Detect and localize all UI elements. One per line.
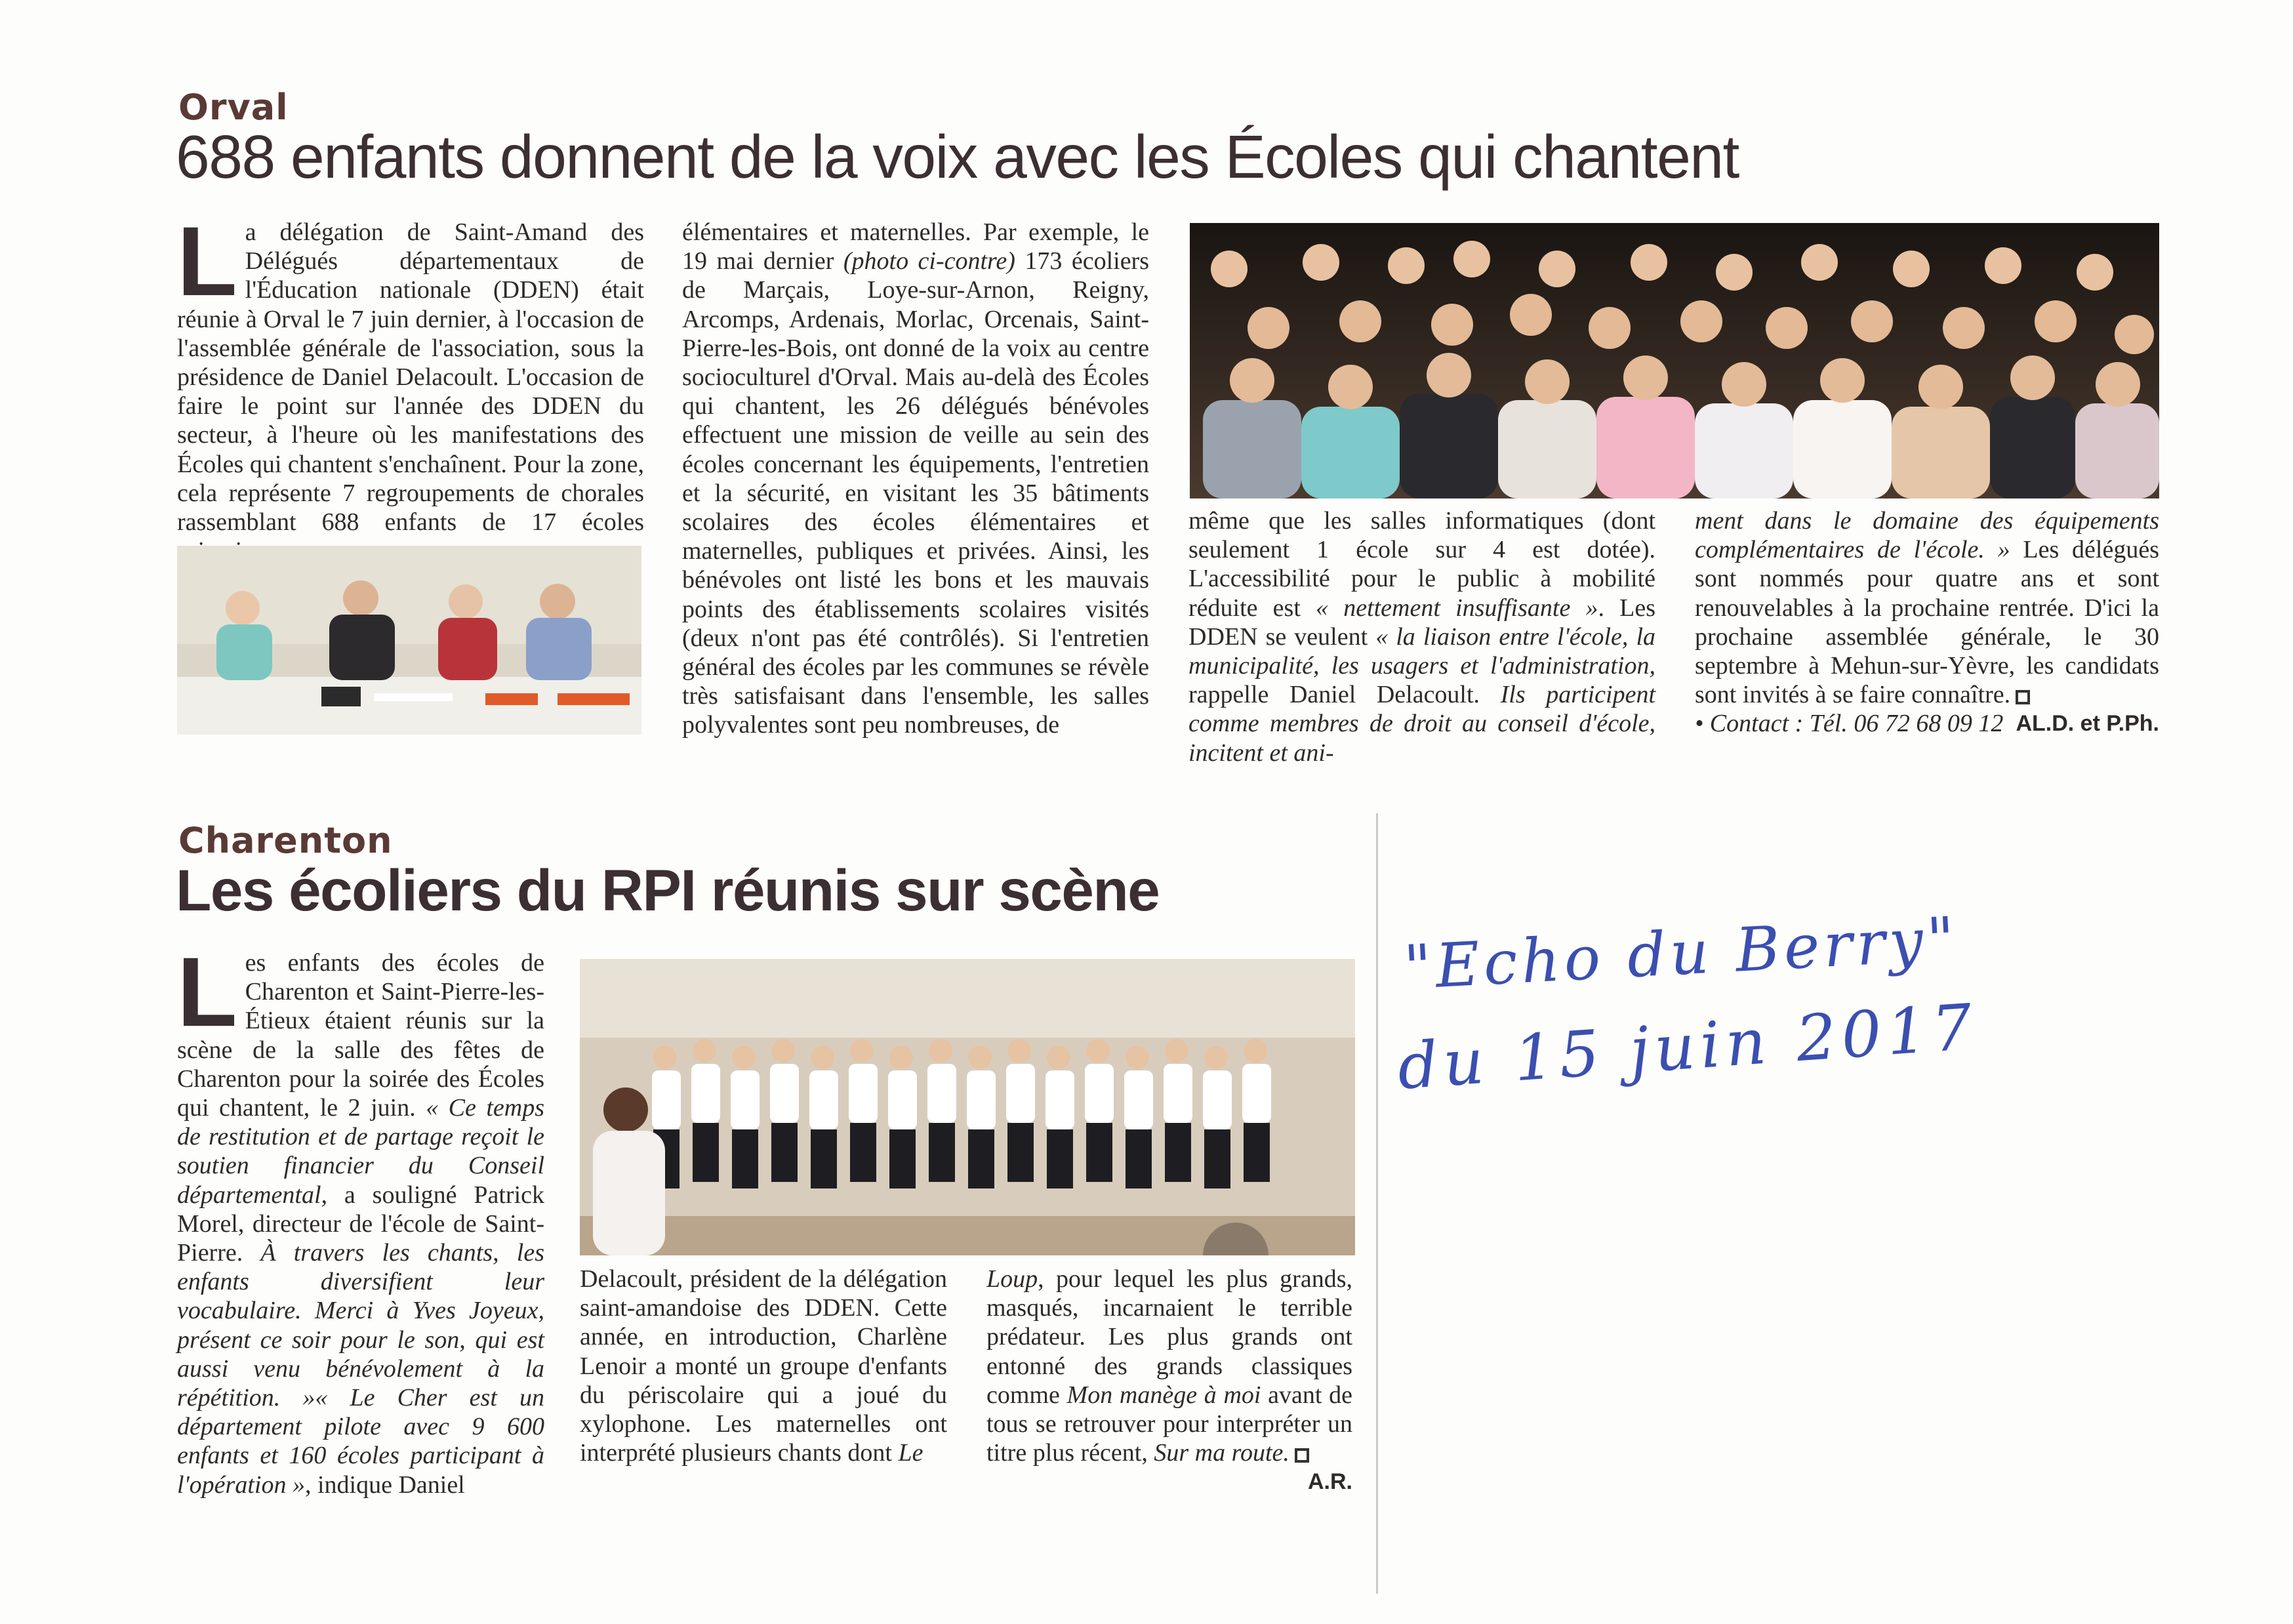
article1-column4 bbox=[1695, 506, 2159, 739]
article2-col3-text-a: , pour lequel les plus grands, masqués, incarnaient le terrible prédateur. Les plus grands ont entonné des grands classiques comme bbox=[986, 1265, 1352, 1409]
end-of-article2-icon bbox=[1295, 1448, 1309, 1463]
orval-choir-photo bbox=[1190, 223, 2159, 498]
article1-col1-text: a délégation de Saint-Amand des Délégués départementaux de l'Éducation nationale (DDEN) était réunie à Orval le 7 juin dernier, à l'occasion de l'assemblée générale de l'association, sous la présidence de Daniel Delacoult. L'occasion de faire le point sur l'année des DDEN du secteur, à l'heure où les manifestations des Écoles qui chantent s'enchaînent. Pour la zone, cela représente 7 regroupements de chorales rassemblant 688 enfants de 17 écoles bbox=[177, 218, 644, 537]
article2-headline: Les écoliers du RPI réunis sur scène bbox=[176, 857, 1160, 923]
article1-headline: 688 enfants donnent de la voix avec les Écoles qui chantent bbox=[176, 123, 1739, 191]
column-divider bbox=[1376, 813, 1378, 1594]
article2-col1-text-b: a souligné Patrick Morel, directeur de l'école de Saint-Pierre. bbox=[177, 1181, 544, 1267]
article2-dropcap: L bbox=[177, 937, 237, 1047]
article2-col1-text-c: , indique Daniel bbox=[304, 1471, 465, 1499]
article1-col3-text-a: même que les salles informatiques (dont seulement 1 école sur 4 est dotée). L'accessibilité pour le public à mobilité réduite est bbox=[1188, 507, 1655, 622]
handwritten-source-line1: "Echo du Berry" bbox=[1402, 903, 1960, 1004]
article1-col2-text-a: élémentaires et maternelles. Par exemple, le 19 mai dernier bbox=[682, 218, 1149, 275]
charenton-stage-photo bbox=[580, 959, 1355, 1255]
article2-col3-text-b: avant de tous se retrouver pour interpréter un titre plus récent, bbox=[986, 1381, 1352, 1467]
article1-column1 bbox=[177, 206, 644, 565]
article1-col3-quote3: Ils participent comme membres de droit au conseil d'école, incitent et ani- bbox=[1188, 681, 1655, 767]
article2-col3-ital-c: Sur ma route. bbox=[1154, 1439, 1289, 1467]
article2-col2-ital: Le bbox=[898, 1439, 923, 1467]
article2-col1-quote1: « Ce temps de restitution et de partage reçoit le soutien financier du Conseil départemental, bbox=[177, 1094, 545, 1209]
end-of-article-icon bbox=[2016, 690, 2030, 704]
article2-signature: A.R. bbox=[1308, 1469, 1352, 1495]
article1-dropcap: L bbox=[177, 206, 237, 316]
article1-contact: • Contact : Tél. 06 72 68 09 12 bbox=[1695, 710, 2004, 738]
article1-col4-text: Les délégués sont nommés pour quatre ans et sont renouvelables à la prochaine rentrée. D'ici la prochaine assemblée générale, le 30 septembre à Mehun-sur-Yèvre, les candidats sont invités à se faire connaître. bbox=[1695, 536, 2159, 709]
handwritten-source-line2: du 15 juin 2017 bbox=[1395, 990, 1980, 1104]
article1-col3-quote1: « nettement insuffisante » bbox=[1316, 594, 1598, 622]
article1-signature: AL.D. et P.Ph. bbox=[2016, 711, 2159, 737]
article2-col2-text-a: Delacoult, président de la délégation saint-amandoise des DDEN. Cette année, en introduction, Charlène Lenoir a monté un groupe d'enfants du périscolaire qui a joué du xylophone. Les maternelles ont interprété plusieurs chants dont bbox=[580, 1265, 947, 1467]
article1-col3-quote2: « la liaison entre l'école, la municipalité, les usagers et l'administration, bbox=[1188, 622, 1655, 680]
article1-column3 bbox=[1188, 506, 1655, 767]
article2-column3 bbox=[986, 1265, 1352, 1497]
article1-col3-text-b: . Les DDEN se veulent bbox=[1188, 594, 1655, 651]
article2-column2 bbox=[580, 1265, 947, 1467]
article1-col3-text-c: rappelle Daniel Delacoult. bbox=[1188, 681, 1501, 709]
article2-col3-ital-a: Loup bbox=[986, 1265, 1038, 1293]
article1-col4-quote: ment dans le domaine des équipements complémentaires de l'école. » bbox=[1695, 507, 2159, 564]
article1-photo-reference: (photo ci-contre) bbox=[843, 247, 1015, 275]
article1-column2 bbox=[682, 218, 1149, 740]
article2-col1-text-a: es enfants des écoles de Charenton et Saint-Pierre-les-Étieux étaient réunis sur la scène de la salle des fêtes de Charenton pour la soirée des Écoles qui chantent, le 2 juin. bbox=[177, 949, 544, 1122]
dden-meeting-photo bbox=[177, 546, 641, 735]
article2-column1 bbox=[177, 937, 545, 1499]
article2-kicker: Charenton bbox=[178, 820, 393, 861]
article1-kicker: Orval bbox=[178, 87, 289, 128]
article2-col1-quote2: À travers les chants, les enfants diversifient leur vocabulaire. Merci à Yves Joyeux, présent ce soir pour le son, qui est aussi venu bénévolement à la répétition. »« Le Cher est un département pilote avec 9 600 enfants et 160 écoles participant à l'opération » bbox=[177, 1239, 544, 1499]
article2-col3-ital-b: Mon manège à moi bbox=[1066, 1381, 1261, 1409]
article1-col2-text-b: 173 écoliers de Marçais, Loye-sur-Arnon, Reigny, Arcomps, Ardenais, Morlac, Orcenais, Saint-Pierre-les-Bois, ont donné de la voix au centre socioculturel d'Orval. Mais au-delà des Écoles qui chantent, les 26 délégués bénévoles effectuent une mission de veille au sein des écoles concernant les équipements, l'entretien et la sécurité, en visitant les 35 bâtiments scolaires des écoles élémentaires et maternelles, publiques et privées. Ainsi, les bénévoles ont listé les bons et les mauvais points des établissements scolaires visités (deux n'ont pas été contrôlés). Si l'entretien général des écoles par les communes se révèle très satisfaisant dans l'ensemble, les salles polyvalentes sont peu nombreuses, de bbox=[682, 247, 1149, 739]
